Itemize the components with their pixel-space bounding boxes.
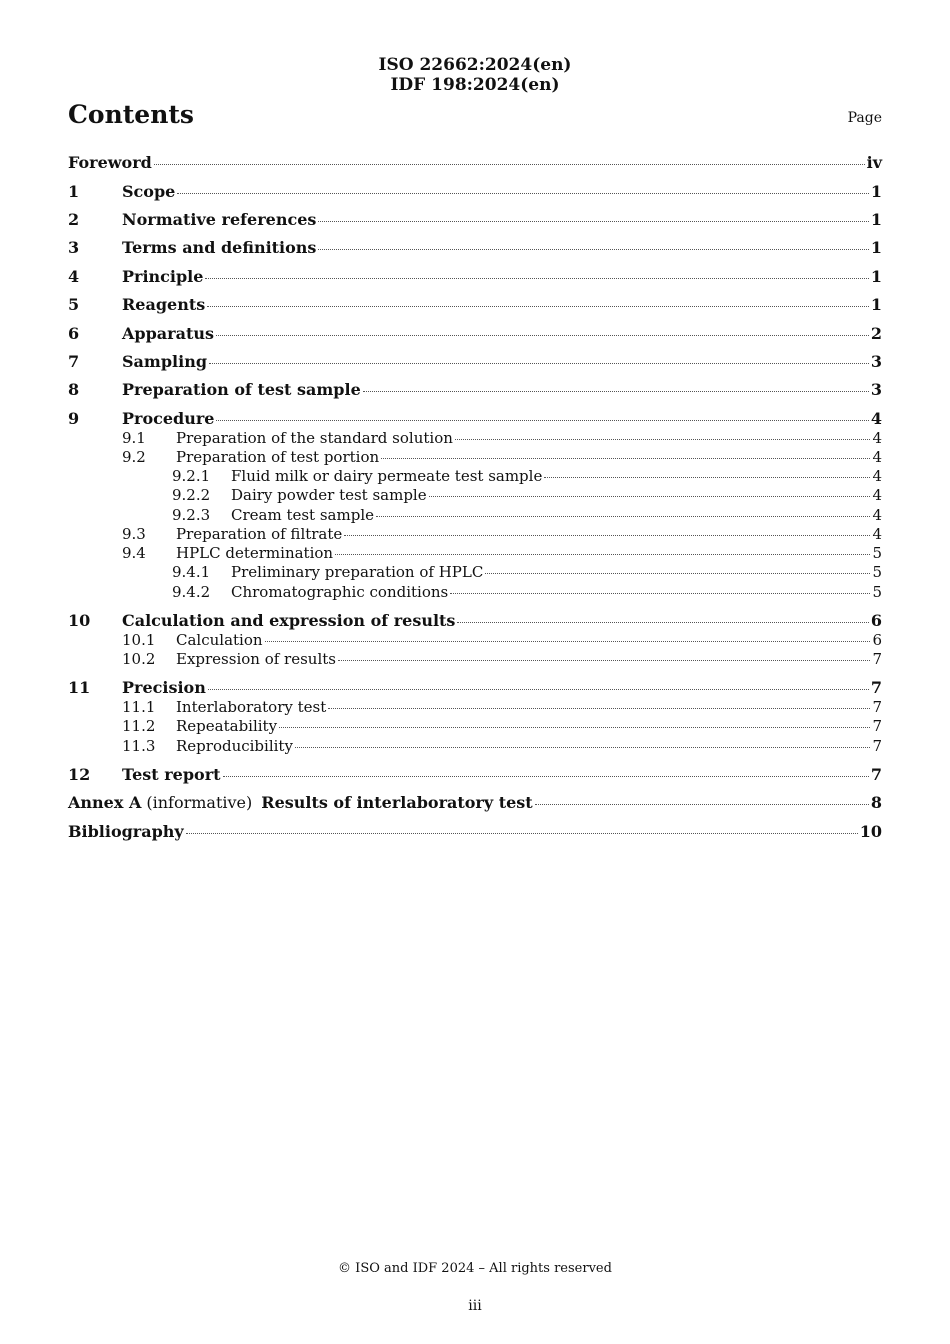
toc-entry-text: Cream test sample <box>231 506 374 524</box>
toc-entry-number: 12 <box>68 765 91 784</box>
toc-subentry[interactable] <box>68 448 882 466</box>
toc-entry-number: 9.4 <box>122 544 146 562</box>
dot-leader <box>335 554 870 555</box>
toc-entry-page: 10 <box>859 822 882 841</box>
dot-leader <box>295 747 871 748</box>
toc-subentry[interactable] <box>68 650 882 668</box>
toc-entry-page: 8 <box>870 793 882 812</box>
dot-leader <box>318 249 868 250</box>
toc-entry-text: Expression of results <box>176 650 336 668</box>
toc-entry-number: 6 <box>68 324 80 343</box>
toc-entry-page: 7 <box>872 737 882 755</box>
dot-leader <box>186 833 858 834</box>
toc-subentry[interactable] <box>68 698 882 716</box>
toc-entry[interactable] <box>68 352 882 371</box>
toc-entry-text: Calculation <box>176 631 263 649</box>
toc-entry-number: 5 <box>68 295 80 314</box>
toc-entry-number: 10.1 <box>122 631 156 649</box>
toc-entry-number: 9.2.3 <box>172 506 211 524</box>
toc-entry-text: Preparation of test sample <box>122 380 361 399</box>
toc-entry-number: 3 <box>68 238 80 257</box>
dot-leader <box>450 593 870 594</box>
toc-subentry[interactable] <box>68 631 882 649</box>
dot-leader <box>338 660 870 661</box>
toc-entry-number: 9.2.2 <box>172 486 211 504</box>
toc-entry-number: 9.3 <box>122 525 146 543</box>
toc-entry-page: 4 <box>872 506 882 524</box>
toc-entry-page: 4 <box>872 429 882 447</box>
toc-entry-number: 11.2 <box>122 717 156 735</box>
toc-entry-page: 7 <box>872 650 882 668</box>
dot-leader <box>535 804 869 805</box>
toc-entry-text: Apparatus <box>122 324 214 343</box>
dot-leader <box>455 439 871 440</box>
toc-entry-number: 10 <box>68 611 91 630</box>
toc-entry-page: 7 <box>870 765 882 784</box>
toc-entry-text: Dairy powder test sample <box>231 486 427 504</box>
toc-entry-annex-a[interactable] <box>68 793 882 812</box>
toc-entry-page: 1 <box>870 267 882 286</box>
toc-entry-page: 5 <box>872 583 882 601</box>
toc-entry-page: 1 <box>870 238 882 257</box>
toc-entry-text: Scope <box>122 182 176 201</box>
toc-entry-text: Preparation of test portion <box>176 448 380 466</box>
toc-entry-page: 1 <box>870 295 882 314</box>
dot-leader <box>177 193 869 194</box>
toc-entry[interactable] <box>68 324 882 343</box>
toc-entry-text: Preparation of filtrate <box>176 525 343 543</box>
toc-entry[interactable] <box>68 182 882 201</box>
toc-subsubentry[interactable] <box>68 486 882 504</box>
toc-entry-page: 6 <box>872 631 882 649</box>
toc-entry[interactable] <box>68 210 882 229</box>
toc-entry[interactable] <box>68 409 882 428</box>
toc-entry-text: Preparation of the standard solution <box>176 429 453 447</box>
toc-subsubentry[interactable] <box>68 583 882 601</box>
toc-entry-page: 2 <box>870 324 882 343</box>
toc-entry-number: 1 <box>68 182 80 201</box>
toc-entry-number: 8 <box>68 380 80 399</box>
page-number: iii <box>468 1298 482 1314</box>
toc-entry-number: 11 <box>68 678 91 697</box>
toc-entry-number: 9.4.2 <box>172 583 211 601</box>
toc-subsubentry[interactable] <box>68 563 882 581</box>
toc-entry-text: Results of interlaboratory test <box>261 793 533 812</box>
toc-subsubentry[interactable] <box>68 467 882 485</box>
dot-leader <box>485 573 870 574</box>
toc-entry[interactable] <box>68 295 882 314</box>
toc-entry-foreword[interactable] <box>68 153 882 172</box>
header-idf-number: IDF 198:2024(en) <box>390 75 560 95</box>
dot-leader <box>457 622 868 623</box>
toc-entry-page: 5 <box>872 544 882 562</box>
toc-subentry[interactable] <box>68 429 882 447</box>
toc-entry-page: 7 <box>872 698 882 716</box>
toc-entry-page: 4 <box>870 409 882 428</box>
toc-entry-text: Chromatographic conditions <box>231 583 449 601</box>
dot-leader <box>205 278 868 279</box>
dot-leader <box>154 164 865 165</box>
toc-entry-page: 4 <box>872 448 882 466</box>
toc-entry-page: 4 <box>872 467 882 485</box>
toc-subentry[interactable] <box>68 525 882 543</box>
toc-entry-text: Repeatability <box>176 717 278 735</box>
toc-entry-page: 7 <box>870 678 882 697</box>
toc-entry-number: 10.2 <box>122 650 156 668</box>
page-title: Contents <box>68 100 195 129</box>
toc-entry[interactable] <box>68 678 882 697</box>
toc-entry-number: 9 <box>68 409 80 428</box>
toc-entry-text: Reproducibility <box>176 737 293 755</box>
dot-leader <box>216 335 869 336</box>
toc-entry-number: 9.2 <box>122 448 146 466</box>
toc-entry-text: Terms and definitions <box>122 238 317 257</box>
toc-entry-number: 9.1 <box>122 429 146 447</box>
toc-annex-type: (informative) <box>146 793 253 812</box>
toc-subentry[interactable] <box>68 717 882 735</box>
header-iso-number: ISO 22662:2024(en) <box>378 55 572 75</box>
dot-leader <box>381 458 870 459</box>
toc-entry-number: 9.4.1 <box>172 563 211 581</box>
toc-entry-text: Procedure <box>122 409 215 428</box>
dot-leader <box>429 496 871 497</box>
dot-leader <box>207 306 869 307</box>
toc-entry-page: 4 <box>872 486 882 504</box>
dot-leader <box>318 221 868 222</box>
dot-leader <box>265 641 871 642</box>
dot-leader <box>279 727 870 728</box>
toc-entry-text: Sampling <box>122 352 208 371</box>
toc-entry[interactable] <box>68 765 882 784</box>
toc-entry[interactable] <box>68 611 882 630</box>
toc-entry-text: Principle <box>122 267 204 286</box>
toc-entry-number: 7 <box>68 352 80 371</box>
toc-entry-page: 4 <box>872 525 882 543</box>
toc-entry[interactable] <box>68 238 882 257</box>
toc-entry-number: 2 <box>68 210 80 229</box>
toc-subentry[interactable] <box>68 737 882 755</box>
dot-leader <box>344 535 870 536</box>
dot-leader <box>209 363 869 364</box>
toc-entry-text: Foreword <box>68 153 152 172</box>
toc-entry-text: Fluid milk or dairy permeate test sample <box>231 467 543 485</box>
toc-entry-text: Reagents <box>122 295 206 314</box>
toc-entry-page: 1 <box>870 210 882 229</box>
toc-entry-page: iv <box>866 153 882 172</box>
toc-subsubentry[interactable] <box>68 506 882 524</box>
toc-entry-text: Calculation and expression of results <box>122 611 456 630</box>
toc-entry-number: 11.1 <box>122 698 156 716</box>
dot-leader <box>363 391 869 392</box>
toc-entry-page: 1 <box>870 182 882 201</box>
toc-entry-number: 11.3 <box>122 737 156 755</box>
toc-annex-label: Annex A <box>68 793 142 812</box>
toc-entry-text: Normative references <box>122 210 317 229</box>
dot-leader <box>208 689 869 690</box>
toc-entry-text: Test report <box>122 765 221 784</box>
toc-entry-page: 6 <box>870 611 882 630</box>
toc-entry-text: Interlaboratory test <box>176 698 327 716</box>
document-header <box>0 55 950 95</box>
dot-leader <box>223 776 869 777</box>
toc-entry-number: 9.2.1 <box>172 467 211 485</box>
dot-leader <box>376 516 870 517</box>
toc-subentry[interactable] <box>68 544 882 562</box>
page-column-label: Page <box>847 110 882 126</box>
toc-entry-page: 3 <box>870 352 882 371</box>
copyright-footer: © ISO and IDF 2024 – All rights reserved <box>338 1261 612 1276</box>
dot-leader <box>328 708 870 709</box>
toc-entry[interactable] <box>68 267 882 286</box>
toc-entry-page: 5 <box>872 563 882 581</box>
toc-entry-text: Precision <box>122 678 206 697</box>
toc-entry-number: 4 <box>68 267 80 286</box>
dot-leader <box>216 420 868 421</box>
toc-entry-text: HPLC determination <box>176 544 334 562</box>
toc-entry-text: Preliminary preparation of HPLC <box>231 563 484 581</box>
toc-entry-page: 3 <box>870 380 882 399</box>
toc-entry[interactable] <box>68 380 882 399</box>
toc-entry-page: 7 <box>872 717 882 735</box>
toc-entry-bibliography[interactable] <box>68 822 882 841</box>
dot-leader <box>544 477 870 478</box>
toc-entry-text: Bibliography <box>68 822 184 841</box>
